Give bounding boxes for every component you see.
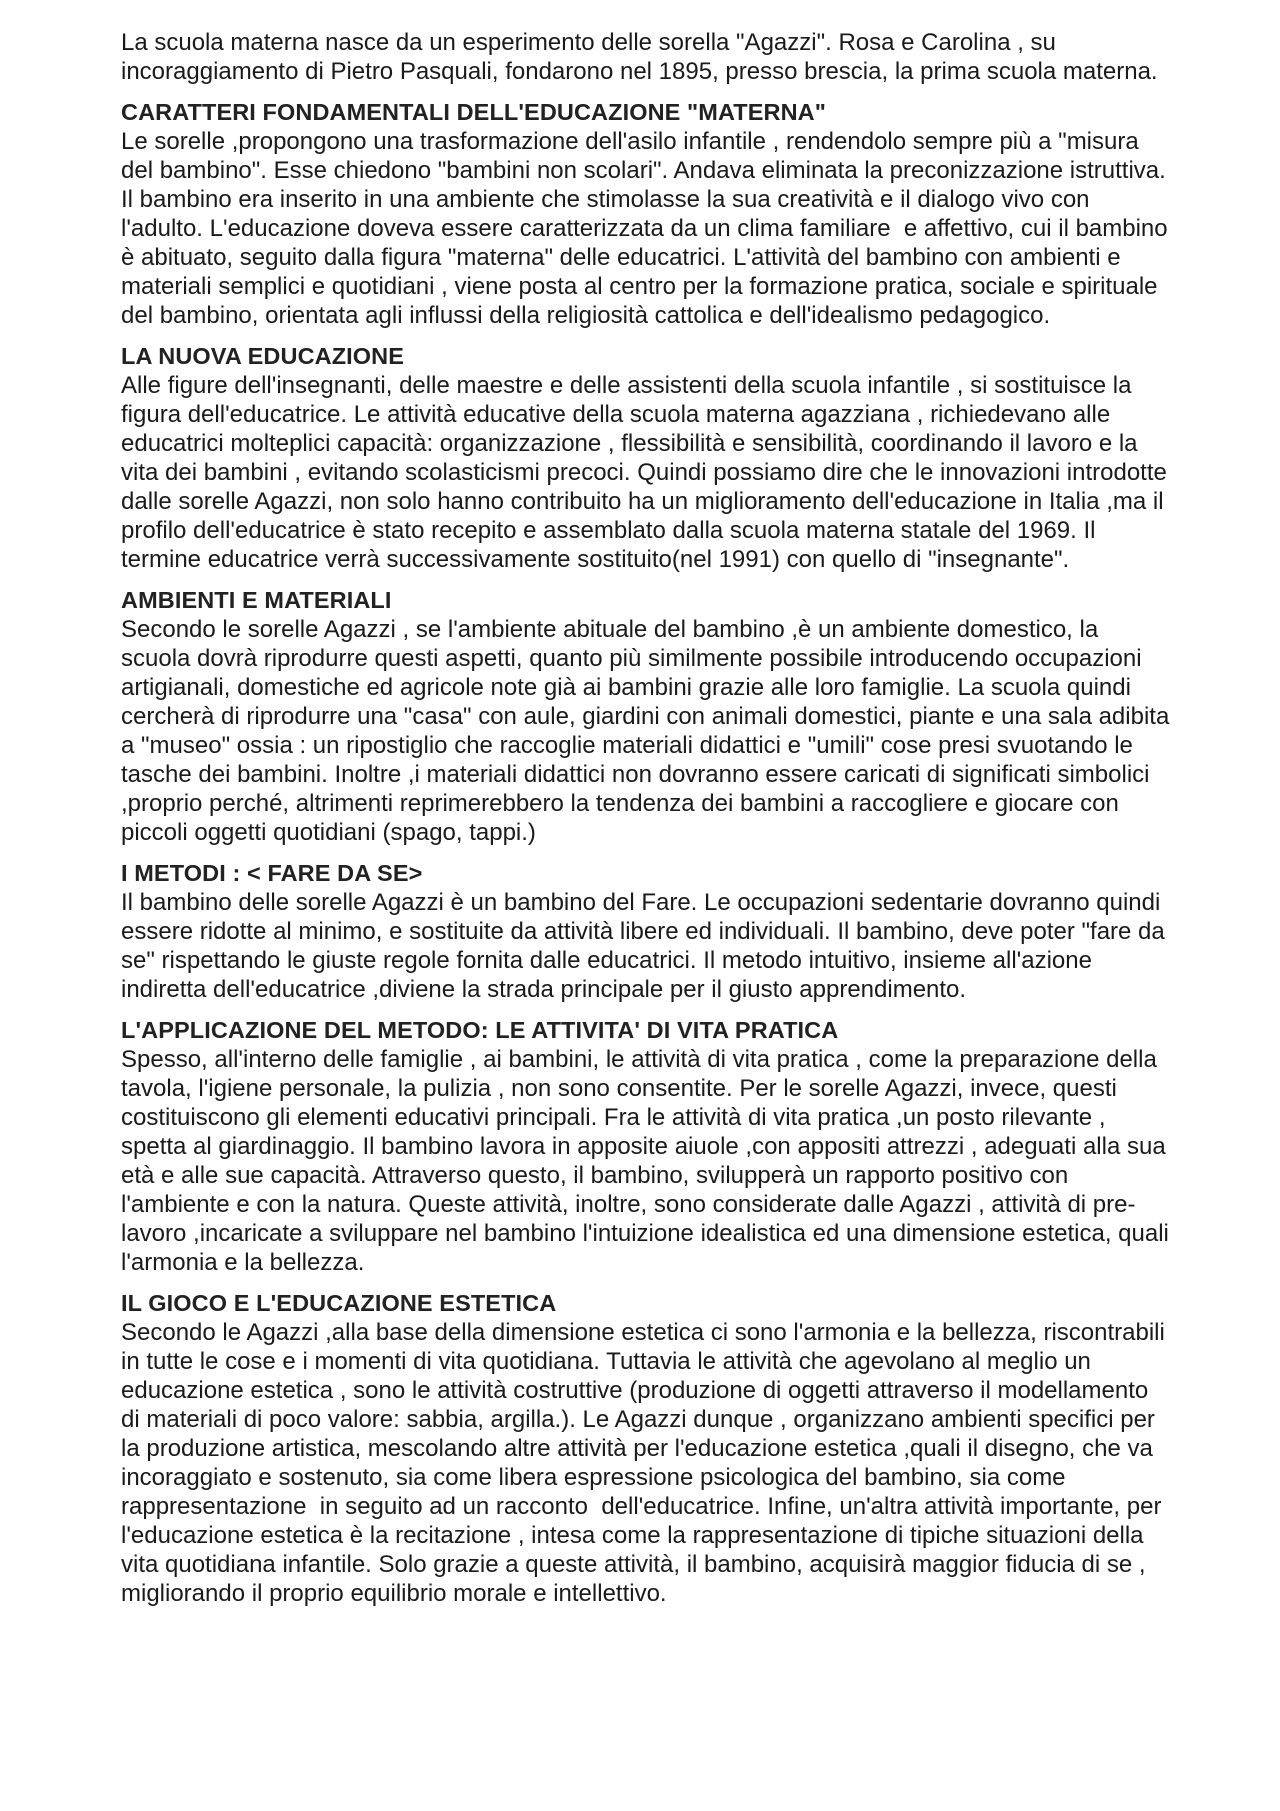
section-paragraph: Le sorelle ,propongono una trasformazione dell'asilo infantile , rendendolo sempre più a "misura del bambino". Esse chiedono "bambini non scolari". Andava eliminata la preconizzazione istruttiva. Il bambino era inserito in una ambiente che stimolasse la sua creatività e il dialogo vivo con l'adulto. L'educazione doveva essere caratterizzata da un clima familiare e affettivo, cui il bambino è abituato, seguito dalla figura "materna" delle educatrici. L'attività del bambino con ambienti e materiali semplici e quotidiani , viene posta al centro per la formazione pratica, sociale e spirituale del bambino, orientata agli influssi della religiosità cattolica e dell'idealismo pedagogico. <box>121 128 1175 329</box>
section-heading: CARATTERI FONDAMENTALI DELL'EDUCAZIONE "MATERNA" <box>121 99 826 125</box>
section-paragraph: Spesso, all'interno delle famiglie , ai bambini, le attività di vita pratica , come la preparazione della tavola, l'igiene personale, la pulizia , non sono consentite. Per le sorelle Agazzi, invece, questi costituiscono gli elementi educativi principali. Fra le attività di vita pratica ,un posto rilevante , spetta al giardinaggio. Il bambino lavora in apposite aiuole ,con appositi attrezzi , adeguati alla sua età e alle sue capacità. Attraverso questo, il bambino, svilupperà un rapporto positivo con l'ambiente e con la natura. Queste attività, inoltre, sono considerate dalle Agazzi , attività di pre-lavoro ,incaricate a sviluppare nel bambino l'intuizione idealistica ed una dimensione estetica, quali l'armonia e la bellezza. <box>121 1046 1176 1276</box>
section-heading: LA NUOVA EDUCAZIONE <box>121 343 405 369</box>
intro-paragraph: La scuola materna nasce da un esperimento delle sorella "Agazzi". Rosa e Carolina , su incoraggiamento di Pietro Pasquali, fondarono nel 1895, presso brescia, la prima scuola materna. <box>121 29 1158 85</box>
section-heading: IL GIOCO E L'EDUCAZIONE ESTETICA <box>121 1290 557 1316</box>
section-paragraph: Il bambino delle sorelle Agazzi è un bambino del Fare. Le occupazioni sedentarie dovranno quindi essere ridotte al minimo, e sostituite da attività libere ed individuali. Il bambino, deve poter "fare da se" rispettando le giuste regole fornita dalle educatrici. Il metodo intuitivo, insieme all'azione indiretta dell'educatrice ,diviene la strada principale per il giusto apprendimento. <box>121 889 1172 1003</box>
section-nuova-educazione <box>121 342 1174 574</box>
document-body <box>121 28 1176 1608</box>
section-ambienti-materiali <box>121 586 1176 847</box>
section-applicazione-metodo <box>121 1016 1176 1277</box>
section-heading: AMBIENTI E MATERIALI <box>121 587 392 613</box>
section-gioco-educazione-estetica <box>121 1289 1171 1608</box>
section-paragraph: Secondo le Agazzi ,alla base della dimensione estetica ci sono l'armonia e la bellezza, riscontrabili in tutte le cose e i momenti di vita quotidiana. Tuttavia le attività che agevolano al meglio un educazione estetica , sono le attività costruttive (produzione di oggetti attraverso il modellamento di materiali di poco valore: sabbia, argilla.). Le Agazzi dunque , organizzano ambienti specifici per la produzione artistica, mescolando altre attività per l'educazione estetica ,quali il disegno, che va incoraggiato e sostenuto, sia come libera espressione psicologica del bambino, sia come rappresentazione in seguito ad un racconto dell'educatrice. Infine, un'altra attività importante, per l'educazione estetica è la recitazione , intesa come la rappresentazione di tipiche situazioni della vita quotidiana infantile. Solo grazie a queste attività, il bambino, acquisirà maggior fiducia di se , migliorando il proprio equilibrio morale e intellettivo. <box>121 1319 1172 1607</box>
section-caratteri-fondamentali <box>121 98 1175 330</box>
section-heading: I METODI : < FARE DA SE> <box>121 860 423 886</box>
section-paragraph: Secondo le sorelle Agazzi , se l'ambiente abituale del bambino ,è un ambiente domestico, la scuola dovrà riprodurre questi aspetti, quanto più similmente possibile introducendo occupazioni artigianali, domestiche ed agricole note già ai bambini grazie alle loro famiglie. La scuola quindi cercherà di riprodurre una "casa" con aule, giardini con animali domestici, piante e una sala adibita a "museo" ossia : un ripostiglio che raccoglie materiali didattici e "umili" cose presi svuotando le tasche dei bambini. Inoltre ,i materiali didattici non dovranno essere caricati di significati simbolici ,proprio perché, altrimenti reprimerebbero la tendenza dei bambini a raccogliere e giocare con piccoli oggetti quotidiani (spago, tappi.) <box>121 616 1176 846</box>
section-heading: L'APPLICAZIONE DEL METODO: LE ATTIVITA' DI VITA PRATICA <box>121 1017 839 1043</box>
section-metodi <box>121 859 1171 1004</box>
section-paragraph: Alle figure dell'insegnanti, delle maestre e delle assistenti della scuola infantile , si sostituisce la figura dell'educatrice. Le attività educative della scuola materna agazziana , richiedevano alle educatrici molteplici capacità: organizzazione , flessibilità e sensibilità, coordinando il lavoro e la vita dei bambini , evitando scolasticismi precoci. Quindi possiamo dire che le innovazioni introdotte dalle sorelle Agazzi, non solo hanno contribuito ha un miglioramento dell'educazione in Italia ,ma il profilo dell'educatrice è stato recepito e assemblato dalla scuola materna statale del 1969. Il termine educatrice verrà successivamente sostituito(nel 1991) con quello di "insegnante". <box>121 372 1174 573</box>
